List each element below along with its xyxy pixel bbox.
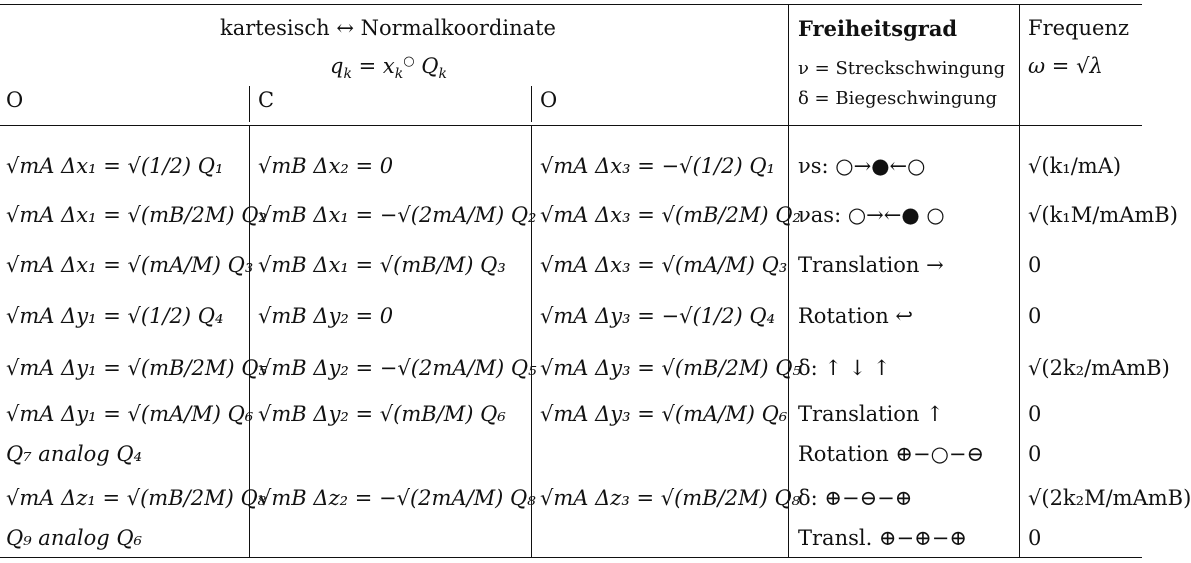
rule-col-O1-C — [249, 86, 250, 122]
cell-freq: 0 — [1028, 253, 1042, 277]
cell-o2: √mA Δx₃ = √(mA/M) Q₃ — [540, 253, 788, 277]
cell-o2: √mA Δx₃ = −√(1/2) Q₁ — [540, 154, 775, 178]
cell-o1: √mA Δx₁ = √(mB/2M) Q₂ — [6, 203, 267, 227]
table-row — [0, 192, 1178, 238]
col-header-freedom: Freiheitsgrad — [798, 16, 958, 41]
cell-c: √mB Δx₁ = √(mB/M) Q₃ — [258, 253, 506, 277]
cell-freq: 0 — [1028, 402, 1042, 426]
cell-freq: √(k₁M/mAmB) — [1028, 203, 1178, 227]
col-header-O1: O — [6, 88, 24, 112]
cell-c: √mB Δy₂ = 0 — [258, 304, 394, 328]
cell-c: √mB Δx₁ = −√(2mA/M) Q₂ — [258, 203, 537, 227]
rule-col-C-O2 — [531, 86, 532, 122]
cell-dof: Translation → — [798, 253, 944, 277]
table-row — [0, 431, 1142, 477]
cell-o2: √mA Δx₃ = √(mB/2M) Q₂ — [540, 203, 801, 227]
cell-c — [258, 431, 530, 477]
legend-nu: ν = Streckschwingung — [798, 58, 1006, 79]
cell-dof: Rotation ⊕−○−⊖ — [798, 442, 985, 466]
cell-o2 — [540, 515, 790, 561]
cell-c: √mB Δz₂ = −√(2mA/M) Q₈ — [258, 486, 536, 510]
rule-header-bottom — [0, 125, 1142, 126]
cell-c — [258, 515, 530, 561]
group-formula: $q_k = x_k^○$ $Q_k$ — [330, 54, 447, 83]
cell-dof: Transl. ⊕−⊕−⊕ — [798, 526, 967, 550]
cell-freq: 0 — [1028, 526, 1042, 550]
table-row — [0, 143, 1142, 189]
cell-o2 — [540, 431, 790, 477]
group-title: kartesisch ↔ Normalkoordinate — [220, 16, 556, 40]
cell-dof: νs: ○→●←○ — [798, 154, 926, 178]
frequency-formula: ω = √λ — [1028, 54, 1103, 78]
cell-o2: √mA Δy₃ = √(mB/2M) Q₅ — [540, 356, 801, 380]
cell-dof: νas: ○→←● ○ — [798, 203, 945, 227]
table-row — [0, 242, 1142, 288]
cell-freq: √(k₁/mA) — [1028, 154, 1122, 178]
cell-o2: √mA Δy₃ = √(mA/M) Q₆ — [540, 402, 788, 426]
cell-c: √mB Δx₂ = 0 — [258, 154, 394, 178]
cell-o1: Q₉ analog Q₆ — [6, 526, 142, 550]
cell-freq: 0 — [1028, 304, 1042, 328]
cell-c: √mB Δy₂ = √(mB/M) Q₆ — [258, 402, 506, 426]
cell-o1: √mA Δx₁ = √(1/2) Q₁ — [6, 154, 224, 178]
cell-c: √mB Δy₂ = −√(2mA/M) Q₅ — [258, 356, 537, 380]
rule-top — [0, 4, 1142, 5]
cell-o1: √mA Δx₁ = √(mA/M) Q₃ — [6, 253, 254, 277]
col-header-frequency: Frequenz — [1028, 16, 1130, 40]
cell-dof: δ: ↑ ↓ ↑ — [798, 356, 891, 380]
cell-dof: Rotation ↩ — [798, 304, 914, 328]
cell-dof: δ: ⊕−⊖−⊕ — [798, 486, 913, 510]
cell-freq: √(2k₂M/mAmB) — [1028, 486, 1191, 510]
col-header-C: C — [258, 88, 275, 112]
table-row — [0, 293, 1142, 339]
cell-o1: Q₇ analog Q₄ — [6, 442, 142, 466]
table-row — [0, 515, 1142, 561]
cell-freq: √(2k₂/mAmB) — [1028, 356, 1170, 380]
cell-o2: √mA Δy₃ = −√(1/2) Q₄ — [540, 304, 775, 328]
cell-o2: √mA Δz₃ = √(mB/2M) Q₈ — [540, 486, 801, 510]
cell-o1: √mA Δz₁ = √(mB/2M) Q₈ — [6, 486, 267, 510]
legend-delta: δ = Biegeschwingung — [798, 88, 998, 109]
cell-o1: √mA Δy₁ = √(mA/M) Q₆ — [6, 402, 254, 426]
table-row — [0, 345, 1170, 391]
col-header-O2: O — [540, 88, 558, 112]
cell-o1: √mA Δy₁ = √(1/2) Q₄ — [6, 304, 224, 328]
cell-freq: 0 — [1028, 442, 1042, 466]
cell-dof: Translation ↑ — [798, 402, 944, 426]
cell-o1: √mA Δy₁ = √(mB/2M) Q₅ — [6, 356, 267, 380]
